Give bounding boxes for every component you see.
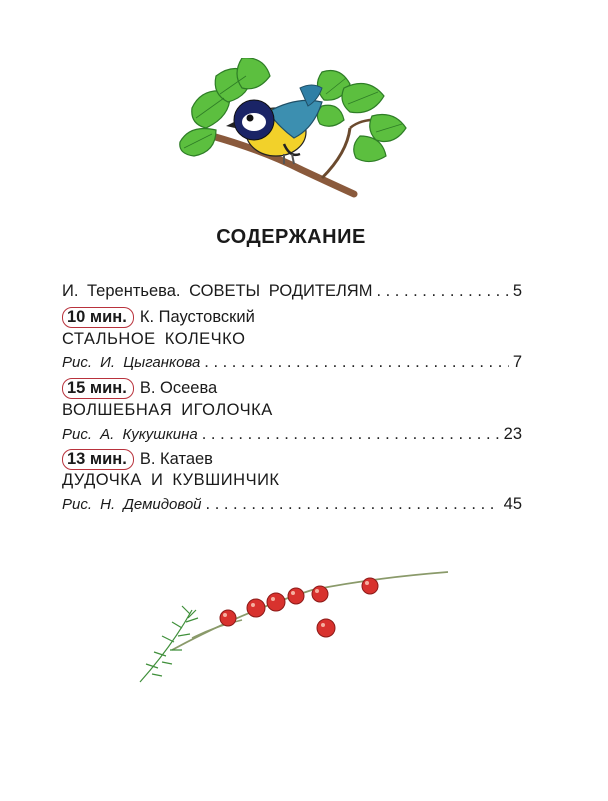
titmouse-illustration bbox=[172, 58, 408, 198]
toc-story-title[interactable]: ВОЛШЕБНАЯ ИГОЛОЧКА bbox=[62, 401, 273, 419]
toc-entry-intro[interactable] bbox=[62, 282, 522, 304]
toc-entry-illustrator-line bbox=[62, 425, 522, 447]
toc-entry-illustrator-line bbox=[62, 353, 522, 375]
toc-entry-author-line bbox=[62, 377, 522, 399]
leader-dots bbox=[376, 282, 508, 301]
toc-entry-title: И. Терентьева. СОВЕТЫ РОДИТЕЛЯМ bbox=[62, 282, 373, 300]
toc-entry-author-line bbox=[62, 448, 522, 470]
leader-dots bbox=[204, 353, 509, 372]
toc-entry-illustrator-line bbox=[62, 495, 522, 517]
toc-story-title[interactable]: ДУДОЧКА И КУВШИНЧИК bbox=[62, 471, 280, 489]
toc-page-number: 5 bbox=[512, 282, 522, 300]
toc-illustrator: Рис. Н. Демидовой bbox=[62, 496, 202, 513]
page-title: СОДЕРЖАНИЕ bbox=[216, 226, 366, 248]
leader-dots bbox=[202, 425, 500, 444]
reading-time-badge: 13 мин. bbox=[62, 449, 134, 470]
toc-author: В. Осеева bbox=[139, 378, 218, 397]
toc-entry-author-line bbox=[62, 306, 522, 328]
leader-dots bbox=[206, 495, 500, 514]
toc-illustrator: Рис. И. Цыганкова bbox=[62, 354, 201, 371]
toc-story-title[interactable]: СТАЛЬНОЕ КОЛЕЧКО bbox=[62, 330, 246, 348]
toc-illustrator: Рис. А. Кукушкина bbox=[62, 426, 198, 443]
toc-page-number: 45 bbox=[503, 495, 522, 513]
rowan-twig-illustration bbox=[132, 566, 458, 690]
toc-page-number: 7 bbox=[512, 353, 522, 371]
reading-time-badge: 10 мин. bbox=[62, 307, 134, 328]
reading-time-badge: 15 мин. bbox=[62, 378, 134, 399]
toc-author: К. Паустовский bbox=[139, 307, 255, 326]
toc-page-number: 23 bbox=[503, 425, 522, 443]
toc-author: В. Катаев bbox=[139, 449, 213, 468]
